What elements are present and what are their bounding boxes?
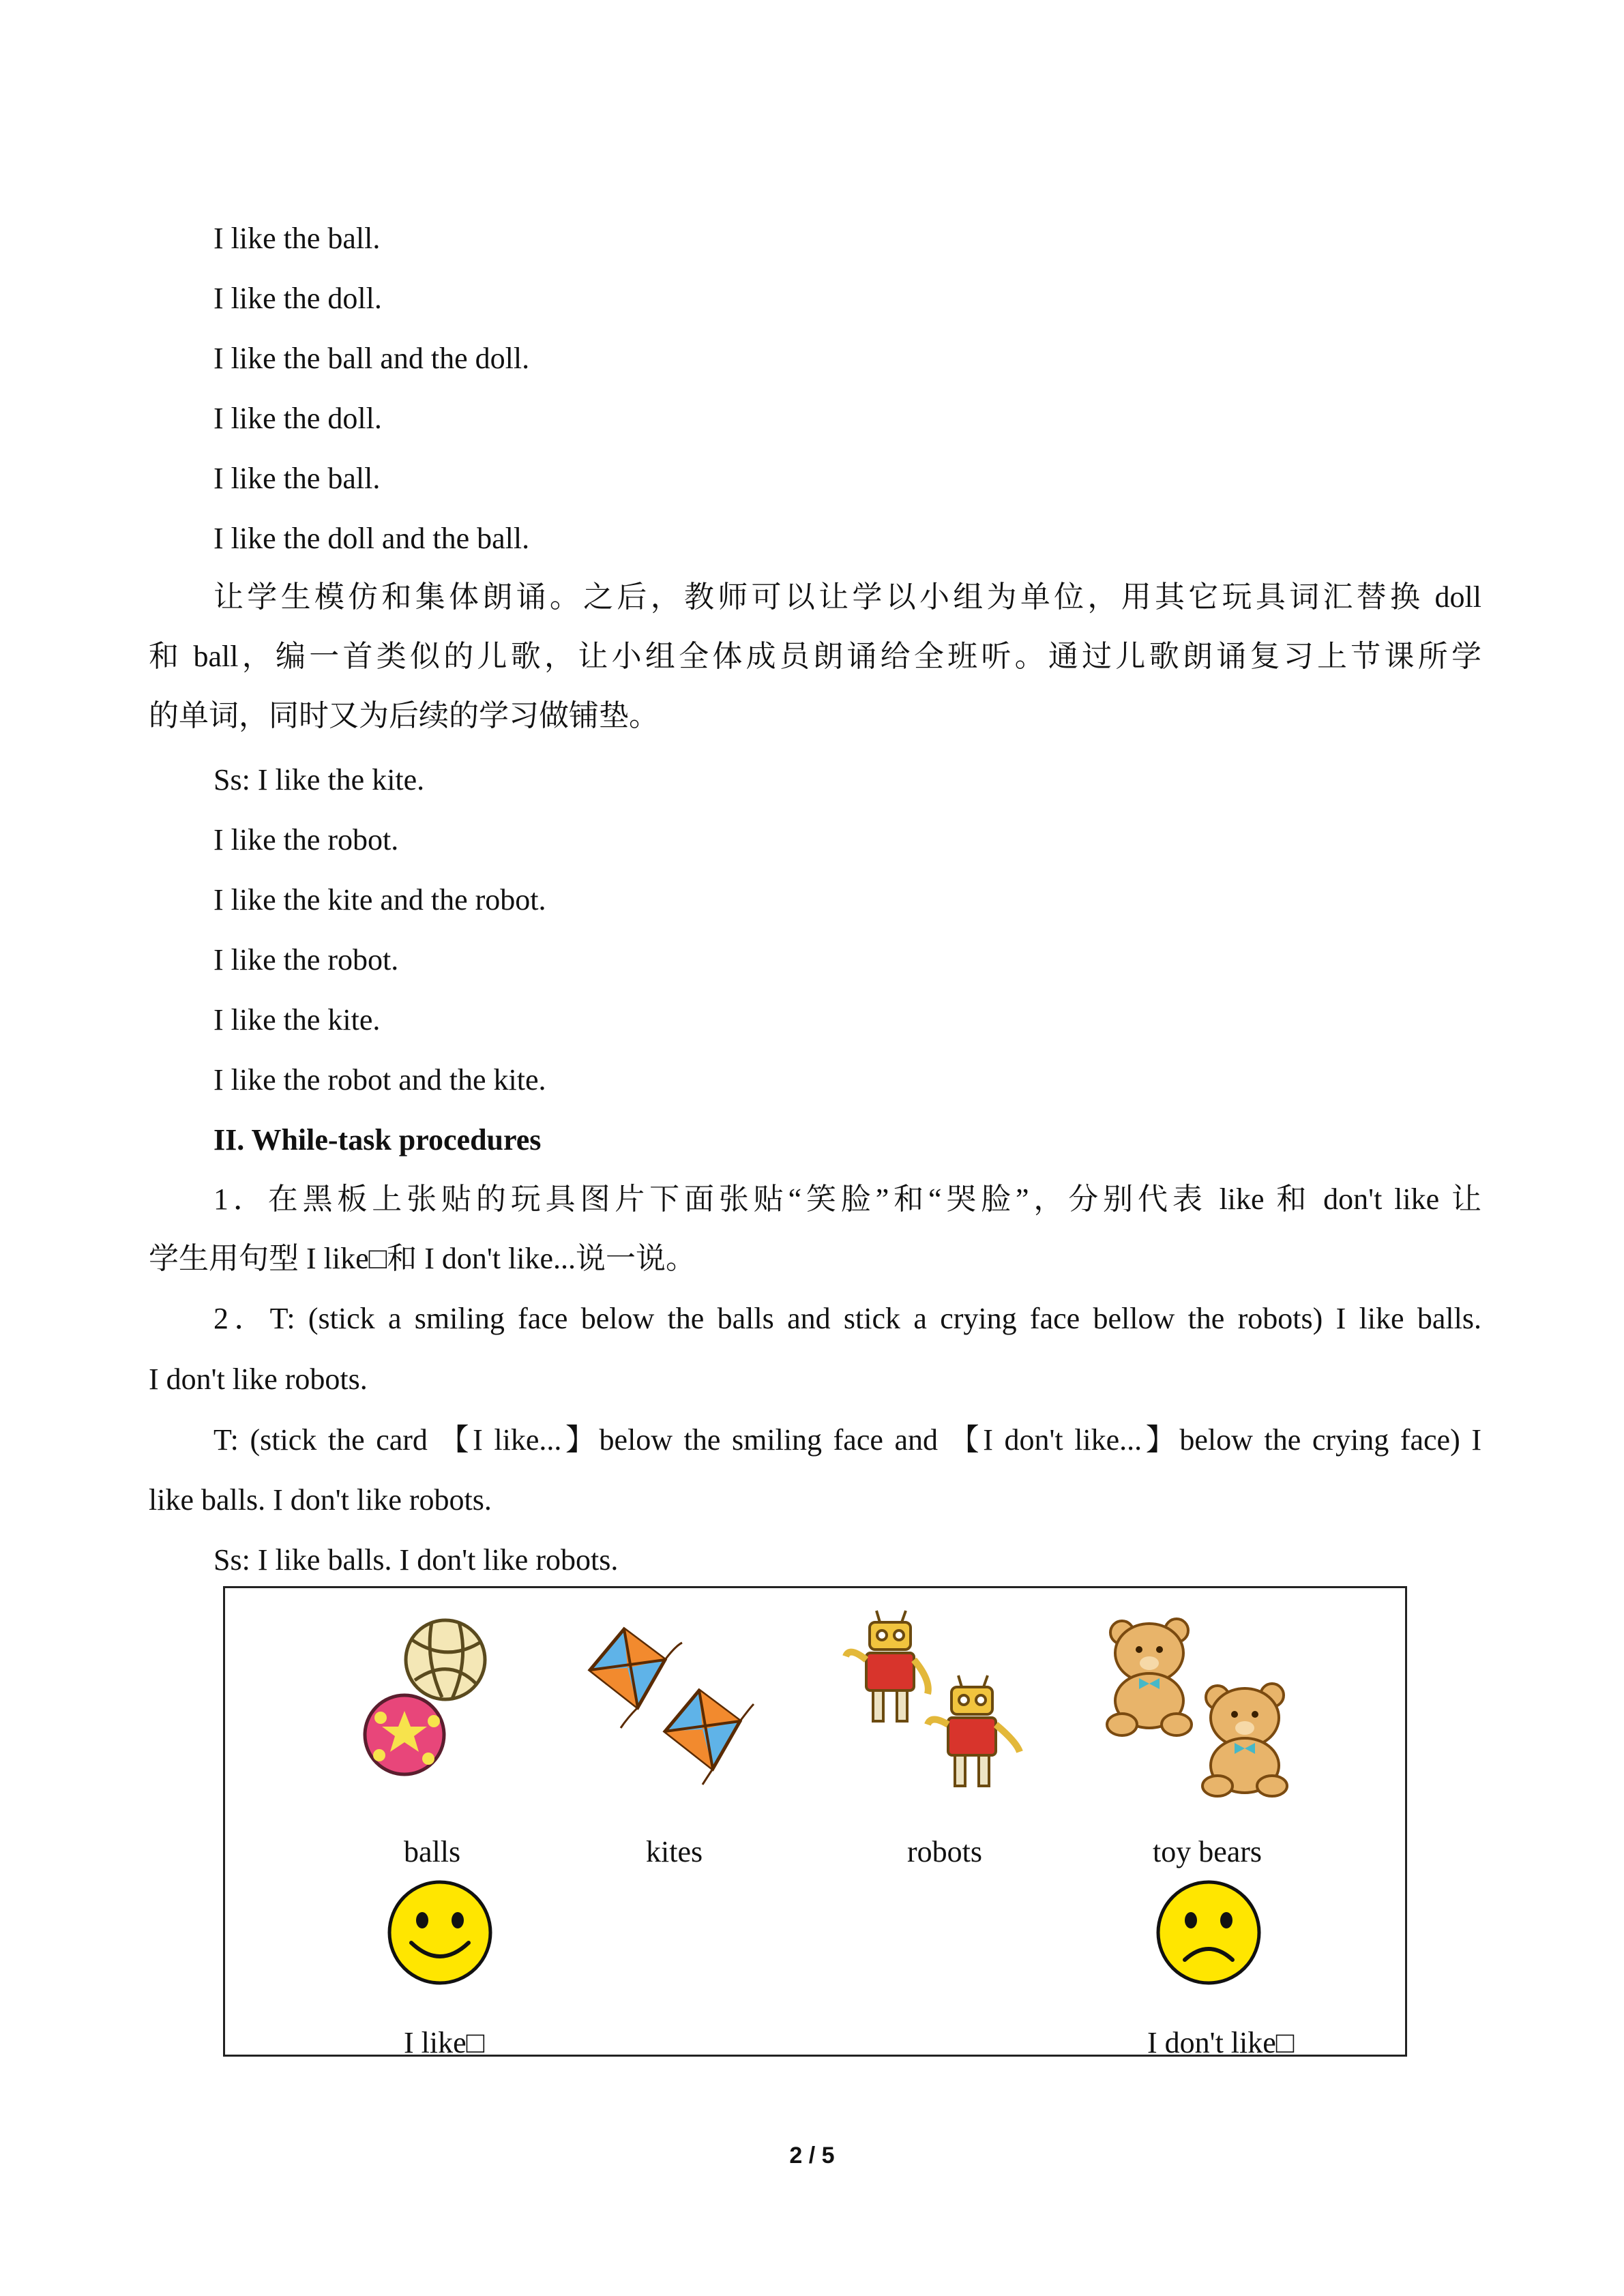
- poem-line: I like the robot.: [213, 943, 399, 976]
- toy-label: kites: [646, 1835, 703, 1868]
- step-line: 2．T: (stick a smiling face below the balls and stick a crying face bellow the robots) I like balls.: [213, 1302, 1481, 1335]
- poem-line: I like the kite.: [213, 1003, 381, 1037]
- poem-line: I like the doll.: [213, 402, 382, 435]
- instruction-line: 和 ball，编一首类似的儿歌，让小组全体成员朗诵给全班听。通过儿歌朗诵复习上节课所学: [149, 640, 1481, 673]
- robots-icon: [839, 1605, 1037, 1796]
- poem-line: Ss: I like the kite.: [213, 763, 425, 796]
- instruction-line: 的单词，同时又为后续的学习做铺垫。: [149, 699, 659, 732]
- instruction-line: 让学生模仿和集体朗诵。之后，教师可以让学以小组为单位，用其它玩具词汇替换 doll: [213, 580, 1481, 614]
- toy-label: toy bears: [1153, 1835, 1263, 1868]
- student-reply: Ss: I like balls. I don't like robots.: [213, 1543, 619, 1577]
- poem-line: I like the robot.: [213, 823, 399, 856]
- kites-icon: [580, 1622, 757, 1786]
- poem-line: I like the ball.: [213, 222, 381, 255]
- toy-label: robots: [907, 1835, 982, 1868]
- smiling-face-icon: [385, 1878, 494, 1987]
- step-line: 1．在黑板上张贴的玩具图片下面张贴“笑脸”和“哭脸”，分别代表 like 和 don't like 让: [213, 1182, 1481, 1216]
- balls-icon: [360, 1615, 497, 1779]
- step-line: like balls. I don't like robots.: [149, 1483, 492, 1517]
- poem-line: I like the ball and the doll.: [213, 342, 530, 375]
- toy-figure: [223, 1586, 1407, 2057]
- toy-label: balls: [404, 1835, 461, 1868]
- poem-line: I like the doll and the ball.: [213, 522, 530, 555]
- step-line: 学生用句型 I like□和 I don't like...说一说。: [149, 1242, 696, 1275]
- step-line: I don't like robots.: [149, 1362, 368, 1396]
- page-number: 2 / 5: [789, 2143, 835, 2168]
- toy-bears-icon: [1105, 1615, 1303, 1800]
- like-label: I like□: [404, 2026, 485, 2059]
- crying-face-icon: [1154, 1878, 1263, 1987]
- section-heading: II. While-task procedures: [213, 1123, 542, 1157]
- step-line: T: (stick the card 【I like...】below the smiling face and 【I don't like...】below the crying face) I: [213, 1423, 1481, 1457]
- dislike-label: I don't like□: [1147, 2026, 1295, 2059]
- poem-line: I like the robot and the kite.: [213, 1063, 546, 1097]
- poem-line: I like the kite and the robot.: [213, 883, 546, 916]
- poem-line: I like the ball.: [213, 462, 381, 495]
- poem-line: I like the doll.: [213, 282, 382, 315]
